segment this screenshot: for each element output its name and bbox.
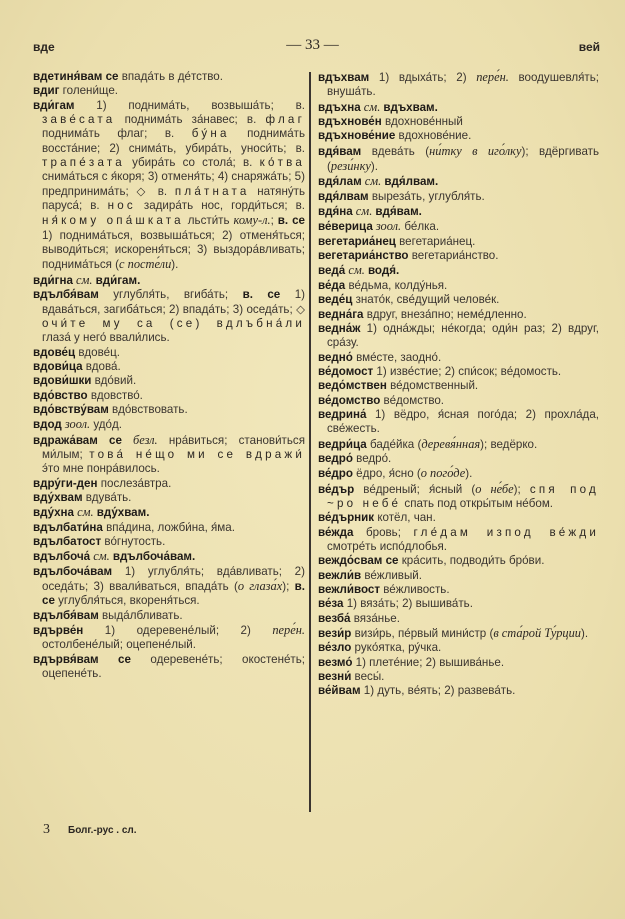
translation: вдува́ть. — [82, 490, 132, 504]
translation: весы́. — [351, 670, 385, 684]
headword: вдървя́вам се — [33, 652, 131, 666]
headword: вдо́вство — [33, 388, 88, 402]
headword: ведно́ — [318, 350, 353, 364]
spaced-example: бу́на — [191, 127, 230, 141]
headword: ведри́ца — [318, 437, 367, 451]
spaced-example: ня́кому опа́шката — [42, 214, 184, 228]
headword: ведрина́ — [318, 407, 367, 421]
dictionary-entry — [318, 365, 599, 379]
translation: ); — [282, 580, 295, 594]
translation: ведро́. — [352, 451, 392, 465]
translation: задира́ть нос, горди́ться; в. — [135, 199, 305, 213]
italic-label: зоол. — [61, 417, 91, 432]
headword: вдълбати́на — [33, 520, 103, 534]
running-head-left: вде — [33, 40, 55, 54]
translation: котёл, чан. — [374, 511, 436, 525]
headword: вдя́лам — [318, 175, 362, 189]
translation: руко́ятка, ру́чка. — [351, 641, 442, 655]
translation: смотре́ть испо́длобья. — [327, 540, 448, 553]
headword: вди́гна — [33, 273, 73, 287]
headword: везба́ — [318, 611, 351, 625]
dictionary-entry — [318, 554, 599, 568]
dictionary-entry — [33, 417, 305, 432]
italic-label: см. — [345, 263, 368, 278]
signature-number: 3 — [43, 822, 50, 837]
translation: ве́жливый. — [361, 568, 422, 582]
translation: натяну́ть паруса́; в. — [42, 184, 305, 213]
spaced-example: това́ не́що ми се вдражи́ — [89, 447, 305, 461]
dictionary-entry — [318, 656, 599, 670]
dictionary-entry — [33, 549, 305, 564]
dictionary-entry — [318, 583, 599, 597]
translation: спать под откры́тым не́бом. — [401, 496, 554, 510]
dictionary-entry — [33, 288, 305, 345]
headword: ведо́мствен — [318, 379, 387, 393]
translation: вдева́ть ( — [361, 144, 430, 158]
headword: ведна́га — [318, 307, 364, 321]
italic-label: безл. — [121, 432, 158, 447]
headword: вдълбя́вам — [33, 288, 99, 302]
translation: выреза́ть, углубля́ть. — [368, 189, 485, 203]
translation: 1) плете́ние; 2) вышива́нье. — [352, 655, 505, 669]
dictionary-entry — [33, 346, 305, 360]
spaced-example: ко́тва — [259, 156, 305, 170]
headword: вдълбоча́вам. — [112, 550, 196, 564]
headword: вди́гам. — [95, 273, 141, 287]
dictionary-entry — [33, 505, 305, 520]
left-column — [33, 70, 305, 681]
headword: вдъхвам — [318, 71, 370, 84]
translation: поднима́ть за́навес; в. — [115, 113, 266, 127]
translation: льсти́ть — [183, 214, 234, 228]
translation: вегетариа́нец. — [395, 234, 476, 248]
dictionary-entry — [33, 477, 305, 491]
headword: вежли́в — [318, 568, 362, 582]
headword: вдъхна — [318, 100, 361, 114]
page-number: — 33 — — [286, 37, 339, 53]
dictionary-entry — [318, 379, 599, 393]
translation: выда́лбливать. — [98, 608, 183, 622]
dictionary-entry — [33, 623, 305, 653]
translation: нра́виться; станови́ться ми́лым; — [42, 433, 305, 461]
italic-label: с посте́ли — [119, 257, 172, 272]
headword: вдража́вам се — [33, 433, 122, 447]
translation: одеревене́ть; окостене́ть; оцепене́ть. — [42, 652, 305, 681]
translation: воодушевля́ть; внуша́ть. — [327, 71, 599, 99]
dictionary-entry — [318, 437, 599, 452]
dictionary-entry — [318, 626, 599, 641]
italic-label: зоол. — [372, 219, 402, 234]
headword: вдове́ц — [33, 345, 76, 359]
translation: 1) одеревене́лый; 2) — [83, 624, 273, 638]
dictionary-entry — [318, 293, 599, 307]
translation: остолбене́лый; оцепене́лый. — [42, 638, 196, 652]
headword: везмо́ — [318, 655, 353, 669]
headword: вдълбоча́ — [33, 550, 91, 564]
headword: ведро́ — [318, 451, 353, 465]
headword: ве́жда — [318, 525, 354, 539]
headword: вдя́лвам — [318, 189, 369, 203]
translation: глаза́ у него́ ввали́лись. — [42, 331, 170, 345]
signature-mark: Болг.-рус . сл. — [68, 825, 137, 836]
headword: веждо́свам се — [318, 554, 399, 568]
italic-label: пере́н. — [272, 623, 305, 638]
dictionary-entry — [318, 70, 599, 100]
headword: вдъхвам. — [383, 100, 438, 114]
headword: ве́верица — [318, 220, 373, 234]
dictionary-entry — [33, 491, 305, 505]
italic-label: рези́нку — [330, 159, 371, 174]
translation: ); ведёрко. — [480, 437, 538, 451]
headword: водя́. — [367, 264, 400, 278]
translation: ; — [270, 214, 278, 228]
headword: в. се — [242, 288, 281, 302]
translation: ве́домственный. — [386, 379, 479, 393]
translation: 1) вяза́ть; 2) вышива́ть. — [343, 597, 473, 611]
translation: удо́д. — [90, 418, 122, 432]
italic-label: см. — [73, 505, 97, 520]
dictionary-entry — [33, 99, 305, 273]
headword: вдълбатост — [33, 535, 102, 548]
dictionary-entry — [318, 466, 599, 481]
headword: вдърве́н — [33, 624, 84, 638]
dictionary-entry — [318, 526, 599, 555]
translation: вяза́нье. — [350, 611, 400, 625]
translation: ве́дреный; я́сный ( — [354, 482, 476, 496]
translation: ве́дьма, колду́нья. — [345, 278, 448, 292]
headword: ве́домство — [318, 393, 381, 407]
translation: 1) поднима́ть, возвыша́ть; в. — [74, 98, 305, 112]
translation: поднима́ть восста́ние; 2) снима́ть, убира́ть, уноси́ть; в. — [42, 127, 306, 155]
italic-label: см. — [90, 549, 113, 564]
translation: 1) дуть, ве́ять; 2) развева́ть. — [360, 684, 516, 698]
headword: вдру́ги-ден — [33, 476, 98, 490]
spaced-example: заве́сата — [42, 113, 116, 127]
dictionary-entry — [318, 511, 599, 525]
headword: вдови́ца — [33, 359, 83, 373]
dictionary-entry — [318, 249, 599, 263]
translation: ); — [513, 482, 530, 496]
dictionary-entry — [33, 389, 305, 403]
headword: ве́да — [318, 278, 346, 292]
translation: вдо́вий. — [91, 374, 137, 388]
dictionary-entry — [33, 360, 305, 374]
dictionary-entry — [33, 609, 305, 623]
headword: вди́гам — [33, 98, 75, 112]
translation: углубля́ть, вгиба́ть; — [98, 288, 243, 302]
translation: вегетариа́нство. — [408, 249, 499, 263]
translation: впа́дина, ложби́на, я́ма. — [102, 520, 235, 534]
translation: 1) поднима́ться, возвыша́ться; 2) отменя́ться; выводи́ться; искореня́ться; 3) выздора́вливать; поднима́ться ( — [42, 228, 305, 272]
headword: веда́ — [318, 264, 346, 278]
headword: ве́домост — [318, 364, 374, 378]
headword: вдя́лвам. — [384, 175, 439, 189]
headword: вду́хвам. — [96, 506, 150, 520]
italic-label: о глаза́х — [237, 579, 283, 594]
headword: вду́хвам — [33, 490, 83, 504]
dictionary-entry — [33, 374, 305, 388]
headword: вдъхнове́н — [318, 115, 382, 129]
dictionary-entry — [318, 174, 599, 189]
dictionary-entry — [318, 190, 599, 204]
translation: снима́ться с я́коря; 3) отменя́ть; 4) снаряжа́ть; 5) предпринима́ть; ◇ в. — [42, 170, 305, 198]
dictionary-entry — [33, 565, 305, 609]
dictionary-entry — [318, 308, 599, 322]
translation: вдовство́. — [87, 388, 143, 402]
dictionary-entry — [318, 408, 599, 437]
headword: вдод — [33, 418, 62, 432]
dictionary-entry — [318, 612, 599, 626]
dictionary-entry — [33, 273, 305, 288]
spaced-example: пла́тната — [174, 184, 250, 198]
italic-label: о пого́де — [420, 466, 466, 481]
right-column — [318, 70, 599, 699]
dictionary-entry — [318, 263, 599, 278]
dictionary-entry — [318, 452, 599, 466]
headword: ве́йвам — [318, 684, 361, 698]
translation: кра́сить, подводи́ть бро́ви. — [398, 554, 545, 568]
headword: ве́зло — [318, 641, 352, 655]
translation: знато́к, све́дущий челове́к. — [352, 293, 500, 307]
dictionary-entry — [33, 535, 305, 549]
italic-label: в ста́рой Ту́рции — [493, 626, 581, 641]
translation: ). — [370, 160, 378, 174]
translation: углубля́ться, вкореня́ться. — [54, 594, 200, 608]
translation: 1) одна́жды; не́когда; оди́н раз; 2) вдруг, сра́зу. — [327, 321, 599, 350]
italic-label: см. — [360, 99, 384, 114]
headword: вегетариа́нец — [318, 234, 396, 248]
spaced-example: нос — [107, 199, 136, 213]
dictionary-entry — [318, 569, 599, 583]
column-divider — [309, 72, 311, 812]
headword: ве́дърник — [318, 511, 375, 525]
translation: баде́йка ( — [366, 437, 422, 451]
translation: вдо́вствовать. — [108, 402, 188, 416]
headword: вдълбя́вам — [33, 608, 99, 622]
headword: вези́р — [318, 627, 352, 641]
headword: в. се — [277, 214, 305, 228]
italic-label: о не́бе — [475, 481, 514, 496]
italic-label: см. — [352, 204, 376, 219]
translation: э́то мне понра́вилось. — [42, 462, 160, 476]
dictionary-entry — [318, 684, 599, 698]
translation: 1) вдава́ться, загиба́ться; 2) впада́ть; 3) оседа́ть; ◇ — [42, 288, 305, 316]
translation: визи́рь, пе́рвый мини́стр ( — [351, 627, 494, 641]
dictionary-entry — [318, 219, 599, 234]
headword: вдълбоча́вам — [33, 564, 113, 578]
headword: вдетиня́вам се — [33, 70, 119, 83]
translation: во́гнутость. — [101, 535, 166, 548]
dictionary-entry — [318, 482, 599, 512]
headword: вдъхнове́ние — [318, 129, 396, 143]
italic-label: см. — [72, 272, 96, 287]
headword: в. се — [42, 580, 305, 608]
italic-label: деревя́нная — [421, 436, 481, 451]
dictionary-entry — [318, 129, 599, 143]
translation: ве́домство. — [380, 393, 445, 407]
headword: везни́ — [318, 670, 352, 684]
spaced-example: спя под ~ро небе́ — [327, 482, 599, 510]
translation: ); вдёргивать ( — [327, 144, 599, 174]
dictionary-entry — [318, 279, 599, 293]
translation: ). — [580, 627, 589, 641]
italic-label: пере́н. — [476, 70, 509, 84]
dictionary-entry — [318, 351, 599, 365]
translation: вдохнове́ние. — [395, 129, 472, 143]
dictionary-entry — [318, 641, 599, 655]
headword: веде́ц — [318, 293, 353, 307]
translation: бе́лка. — [401, 220, 440, 234]
headword: вдя́на — [318, 205, 353, 219]
headword: ве́дро — [318, 467, 353, 481]
translation: вдове́ц. — [75, 345, 120, 359]
headword: вдиг — [33, 84, 60, 98]
headword: вдя́вам. — [375, 205, 422, 219]
dictionary-entry — [33, 433, 305, 477]
translation: вме́сте, заодно́. — [352, 350, 442, 364]
headword: ве́за — [318, 597, 344, 611]
dictionary-entry — [318, 597, 599, 611]
translation: убира́ть со стола́; в. — [124, 156, 260, 170]
dictionary-entry — [318, 204, 599, 219]
spaced-example: очи́те му са (се) вдлъбна́ли — [42, 316, 305, 330]
translation: голени́ще. — [59, 84, 119, 98]
headword: вдови́шки — [33, 374, 92, 388]
dictionary-entry — [318, 394, 599, 408]
translation: бровь; — [353, 525, 414, 539]
translation: 1) углубля́ть; вда́вливать; 2) оседа́ть; 3) ввали́ваться, впада́ть ( — [42, 564, 305, 594]
headword: ведна́ж — [318, 321, 361, 335]
translation: ве́жливость. — [380, 583, 450, 597]
dictionary-entry — [318, 115, 599, 129]
translation: поднима́ть флаг; в. — [42, 127, 192, 141]
dictionary-entry — [318, 670, 599, 684]
spaced-example: гле́дам изпод ве́жди — [413, 525, 599, 539]
running-head-right: вей — [578, 40, 600, 54]
translation: впада́ть в де́тство. — [118, 70, 223, 83]
dictionary-entry — [33, 653, 305, 682]
headword: вдя́вам — [318, 144, 362, 158]
dictionary-entry — [33, 403, 305, 417]
translation: ). — [465, 467, 473, 481]
translation: 1) изве́стие; 2) спи́сок; ве́домость. — [373, 364, 562, 378]
italic-label: ни́тку в иго́лку — [429, 143, 522, 158]
spaced-example: флаг — [265, 113, 305, 127]
dictionary-entry — [318, 144, 599, 175]
translation: вдохнове́нный — [381, 115, 463, 129]
italic-label: см. — [361, 174, 385, 189]
translation: послеза́втра. — [97, 476, 172, 490]
dictionary-entry — [33, 521, 305, 535]
dictionary-entry — [318, 235, 599, 249]
translation: 1) вёдро, я́сная пого́да; 2) прохла́да, све́жесть. — [327, 407, 599, 436]
headword: вдо́вству́вам — [33, 402, 109, 416]
spaced-example: трапе́зата — [42, 156, 125, 170]
headword: вегетариа́нство — [318, 249, 409, 263]
headword: вду́хна — [33, 506, 74, 520]
translation: 1) вдыха́ть; 2) — [369, 71, 477, 84]
dictionary-entry — [318, 322, 599, 351]
translation: ёдро, я́сно ( — [352, 467, 421, 481]
dictionary-entry — [318, 100, 599, 115]
italic-label: кому-л. — [233, 213, 271, 228]
headword: ве́дър — [318, 482, 355, 496]
headword: вежли́вост — [318, 583, 381, 597]
translation: вдова́. — [82, 359, 121, 373]
translation: вдруг, внеза́пно; неме́дленно. — [363, 307, 527, 321]
translation: ). — [171, 258, 179, 272]
dictionary-entry — [33, 70, 305, 84]
dictionary-entry — [33, 84, 305, 98]
